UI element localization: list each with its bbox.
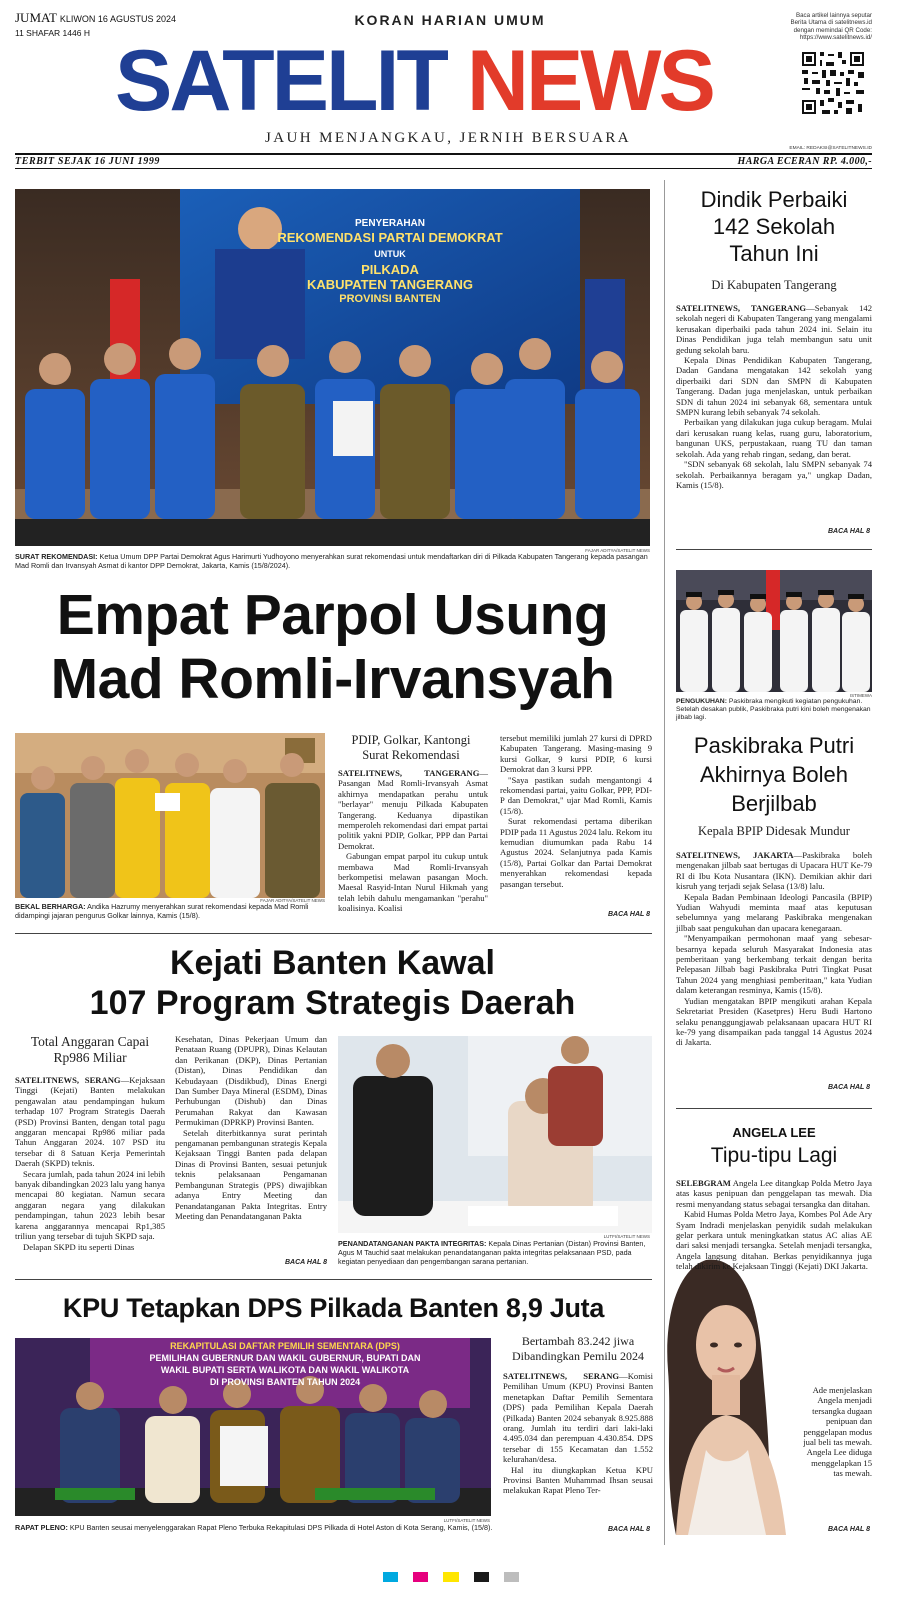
- section-divider: [676, 549, 872, 550]
- banner-line: REKOMENDASI PARTAI DEMOKRAT: [277, 230, 503, 245]
- masthead-day: [15, 10, 176, 26]
- caption-text: Kepala Dinas Pertanian (Distan) Provinsi Banten, Agus M Tauchid saat melakukan penandatanganan pakta integritas pelaksanaan PSD, pada kegiatan penyediaan dan pengembangan sarana pertanian.: [338, 1239, 646, 1266]
- lead-subhead: [336, 733, 486, 763]
- caption-label: PENGUKUHAN:: [676, 698, 727, 705]
- kpu-photo-credit: LUTFI/SATELIT NEWS: [443, 1518, 490, 1523]
- caption-label: BEKAL BERHARGA:: [15, 902, 86, 911]
- paskibraka-subhead: Kepala BPIP Didesak Mundur: [698, 824, 850, 838]
- kejati-headline-line: Kejati Banten Kawal: [170, 944, 495, 982]
- masthead-rule-bottom: [15, 168, 872, 169]
- qr-note-text: Baca artikel lainnya seputar Berita Utama di satelitnews.id dengan memindai QR Code:: [790, 12, 872, 34]
- article-paragraph: Surat rekomendasi pertama diberikan PDIP pada 11 Agustus 2024 lalu. Rekom itu kemudian diumumkan pada Rabu 14 Agustus 2024. Selanjutnya pada Kamis (15/8), Partai Golkar dan Partai Demokrat menyerahkan rekomendasi kepada pasangan tersebut.: [500, 816, 652, 889]
- kejati-photo-credit: LUTFI/SATELIT NEWS: [603, 1234, 650, 1239]
- lead-photo-credit: FAJAR ADITYA/SATELIT NEWS: [585, 548, 650, 553]
- article-paragraph: [676, 1209, 872, 1271]
- kejati-photo[interactable]: [338, 1036, 652, 1233]
- caption-label: SURAT REKOMENDASI:: [15, 552, 98, 561]
- lead-column-2: [500, 733, 652, 889]
- paskibraka-photo-caption: [676, 698, 872, 723]
- article-text: Kabid Humas Polda Metro Jaya, Kombes Pol Ade Ary Syam Indradi menjelaskan penyidik sudah melakukan gelar perkara untuk meningkatkan status AC alias AE dari saksi menjadi tersangka. Setelah menjadi tersangka, Angela langsung ditahan. Berkas penyidikannya juga telah dikirim ke Kejaksaan Tinggi (Kejati) DKI Jakarta.: [676, 1209, 872, 1272]
- section-divider: [15, 933, 652, 934]
- golkar-photo-caption: [15, 903, 325, 921]
- kejati-subhead: [15, 1034, 165, 1066]
- logo-word-news: NEWS: [466, 33, 713, 129]
- kpu-photo-banner: [100, 1340, 470, 1388]
- article-paragraph: Ade menjelaskan Angela menjadi tersangka dugaan penipuan dan penggelapan modus jual beli tas mewah. Angela Lee diduga menggelapkan 15 tas mewah.: [803, 1385, 872, 1479]
- kejati-column-1: [15, 1075, 165, 1252]
- paskibraka-photo-credit: ISTIMEWA: [849, 693, 872, 698]
- caption-text: Ketua Umum DPP Partai Demokrat Agus Harimurti Yudhoyono menyerahkan surat rekomendasi untuk mendaftarkan diri di Pilkada Kabupaten Tangerang kepada pasangan Mad Romli dan Irvansyah Asmat di kantor DPP Demokrat, Jakarta, Kamis (15/8/2024).: [15, 552, 648, 570]
- color-swatch: [443, 1572, 458, 1582]
- kpu-column: [503, 1371, 653, 1496]
- dateline: SATELITNEWS, SERANG: [15, 1075, 121, 1085]
- color-swatch: [413, 1572, 428, 1582]
- kicker: KORAN HARIAN UMUM: [354, 12, 546, 28]
- article-paragraph: Setelah diterbitkannya surat perintah pengamanan pembangunan strategis Kepala Kejaksaan Tinggi Banten pada delapan Dinas di Provinsi Banten, sesuai petunjuk teknis pelaksanaan Pengamanan Pembangunan Strategis (PPS) diwajibkan adanya Entry Meeting dan Penandatanganan Pakta Integritas. Entry Meeting dan Penandatanganan Pakta: [175, 1127, 327, 1221]
- paskibraka-photo[interactable]: [676, 570, 872, 692]
- article-paragraph: Kesehatan, Dinas Pekerjaan Umum dan Penataan Ruang (DPUPR), Dinas Kelautan dan Perikanan (DKP), Dinas Pertanian (Distan), Dinas Pendidikan dan Kebudayaan (Disdikbud), Dinas Energi Dan Sumber Daya Mineral (ESDM), Dinas Perhubungan (Dishub) dan Dinas Perumahan Rakyat dan Kawasan Permukiman (DPRKP) Provinsi Banten.: [175, 1034, 327, 1128]
- kejati-headline-line: 107 Program Strategis Daerah: [89, 984, 576, 1022]
- lead-headline: [15, 583, 650, 711]
- lead-column-1: [338, 768, 488, 914]
- dateline: SATELITNEWS, JAKARTA: [676, 850, 794, 860]
- article-paragraph: Hal itu diungkapkan Ketua KPU Provinsi Banten Muhammad Ihsan seusai melakukan Rapat Pleno Ter-: [503, 1464, 653, 1496]
- article-text: Angela Lee ditangkap Polda Metro Jaya atas kasus penipuan dan penggelapan tas mewah. Dia resmi menyandang status sebagai tersangka dan ditahan.: [676, 1178, 872, 1209]
- dateline: SATELITNEWS, TANGERANG: [676, 303, 807, 313]
- article-paragraph: "Menyampaikan permohonan maaf yang sebesar-besarnya kepada seluruh Masyarakat Indonesia atas pemberitaan yang berkembang terkait dengan berita Pelepasan Jilbab bagi Paskibraka Putri Tingkat Pusat Tahun 2024 yang menghiasi pemberitaan," kata Yudian dalam keterangan resminya, Kamis (15/8).: [676, 933, 872, 996]
- lead-subhead-line: Surat Rekomendasi: [362, 748, 460, 762]
- color-swatch: [383, 1572, 398, 1582]
- banner-line: DI PROVINSI BANTEN TAHUN 2024: [209, 1377, 361, 1387]
- lead-photo[interactable]: [15, 189, 650, 546]
- paskibraka-headline: [676, 731, 872, 818]
- price-label: HARGA ECERAN RP. 4.000,-: [737, 156, 872, 167]
- color-swatch: [428, 1572, 443, 1582]
- kpu-subhead-line: Bertambah 83.242 jiwa: [521, 1334, 635, 1348]
- banner-line: KABUPATEN TANGERANG: [306, 277, 474, 292]
- dateline: SATELITNEWS, TANGERANG: [338, 768, 480, 778]
- kejati-column-2: [175, 1034, 327, 1221]
- article-paragraph: Gabungan empat parpol itu cukup untuk membawa Mad Romli-Irvansyah berkompetisi melawan pasangan Moch. Maesal Rasyid-Intan Nurul Hikmah yang telah lebih dahulu mengamankan "perahu" koalisinya. Koalisi: [338, 851, 488, 914]
- color-registration-bar: [383, 1572, 519, 1582]
- golkar-photo-credit: FAJAR ADITYA/SATELIT NEWS: [260, 898, 325, 903]
- color-swatch: [474, 1572, 489, 1582]
- article-text: —Paskibraka boleh mengenakan jilbab saat bertugas di Upacara HUT Ke-79 RI di Ibu Kota Nusantara (IKN). Demikian akhir dari kisruh yang terjadi sejak Selasa (13/8) lalu.: [676, 850, 872, 892]
- section-divider: [15, 1279, 652, 1280]
- angela-kicker: ANGELA LEE: [732, 1125, 816, 1140]
- angela-photo[interactable]: [656, 1250, 796, 1535]
- banner-line: PENYERAHAN: [354, 218, 425, 229]
- article-paragraph: Perbaikan yang dilakukan juga cukup beragam. Mulai dari kerusakan ruang kelas, ruang guru, laboratorium, bangunan UKS, perpustakaan, ruang TU dan taman sekolah. Ada yang rehab ringan, sedang, dan berat.: [676, 417, 872, 459]
- lead-baca-link[interactable]: BACA HAL 8: [607, 911, 650, 918]
- kejati-subhead-line: Total Anggaran Capai: [30, 1034, 150, 1049]
- color-swatch: [398, 1572, 413, 1582]
- angela-headline: Tipu-tipu Lagi: [710, 1144, 838, 1167]
- article-text: —Komisi Pemilihan Umum (KPU) Provinsi Banten menetapkan Daftar Pemilih Sementara (DPS) pada Pemilihan Kepala Daerah (Pilkada) Banten 2024 sebanyak 8.925.888 orang. Jumlah itu terdiri dari laki-laki 4.495.034 dan perempuan 4.430.854. DPS tersebar di 155 Kecamatan dan 1.552 kelurahan/desa.: [503, 1371, 653, 1465]
- article-paragraph: Kepala Dinas Pendidikan Kabupaten Tangerang, Dadan Gandana mengatakan 142 sekolah yang diperbaiki dari SDN dan SMPN di Kabupaten Tangerang. Dadan juga menjelaskan, untuk perbaikan SDN di tahun 2024 ini sebanyak 68, sementara untuk SMPN kurang lebih sebanyak 74 sekolah.: [676, 355, 872, 418]
- article-paragraph: Secara jumlah, pada tahun 2024 ini lebih banyak dibandingkan 2023 lalu yang hanya mencapai 80 kegiatan. Namun secara anggaran negara yang dilakukan pendampingan, tahun 2023 lebih besar karena anggarannya mencapai Rp1,385 triliun yang tersebar di tujuh SKPD saja.: [15, 1168, 165, 1242]
- angela-column-narrow: [800, 1385, 872, 1479]
- logo: [115, 32, 785, 130]
- banner-line: UNTUK: [374, 249, 406, 259]
- qr-code-icon[interactable]: [800, 50, 866, 116]
- article-text: —Sebanyak 142 sekolah negeri di Kabupaten Tangerang yang mengalami kerusakan diperbaiki pada tahun 2024 ini. Selain itu Dinas Pendidikan juga telah membangun satu unit gedung sekolah baru.: [676, 303, 872, 355]
- kejati-photo-caption: [338, 1240, 652, 1266]
- since-label: TERBIT SEJAK 16 JUNI 1999: [15, 156, 161, 167]
- lead-headline-line: Empat Parpol Usung: [56, 583, 609, 647]
- kejati-headline: [15, 943, 650, 1023]
- lead-photo-caption: [15, 553, 650, 571]
- kpu-baca-link[interactable]: BACA HAL 8: [607, 1526, 650, 1533]
- paskibraka-headline-line: Paskibraka Putri: [693, 733, 855, 758]
- dateline: SELEBGRAM: [676, 1178, 731, 1188]
- banner-line: REKAPITULASI DAFTAR PEMILIH SEMENTARA (DPS): [170, 1341, 400, 1351]
- article-paragraph: tersebut memiliki jumlah 27 kursi di DPRD Kabupaten Tangerang. Masing-masing 9 kursi Golkar, 9 kursi PDIP, 6 kursi Demokrat dan 3 kursi PPP.: [500, 733, 652, 775]
- dateline: SATELITNEWS, SERANG: [503, 1371, 620, 1381]
- dindik-column: [676, 303, 872, 490]
- kpu-photo-caption: [15, 1524, 495, 1533]
- article-paragraph: Yudian mengatakan BPIP mengikuti arahan Kepala Sekretariat Presiden (Kasetpres) Heru Budi Hartono selaku penanggungjawab pelaksanaan upacara HUT RI ke-79 yang disampaikan pada tanggal 14 Agustus 2024 di Jakarta.: [676, 995, 872, 1048]
- banner-line: PEMILIHAN GUBERNUR DAN WAKIL GUBERNUR, BUPATI DAN: [149, 1353, 421, 1363]
- masthead-rule-top: [15, 153, 872, 155]
- article-text: —Pasangan Mad Romli-Irvansyah Asmat akhirnya mendapatkan perahu untuk "berlayar" menuju Pilkada Kabupaten Tangerang. Keduanya dipastikan memperoleh rekomendasi dari empat partai politik yakni PDIP, Golkar, PPP dan Partai Demokrat.: [338, 768, 488, 851]
- dindik-baca-link[interactable]: BACA HAL 8: [827, 528, 870, 535]
- article-paragraph: Kepala Badan Pembinaan Ideologi Pancasila (BPIP) Yudian Wahyudi meminta maaf atas keputusan sebelumnya yang melarang Paskibraka mengenakan jilbab saat pengukuhan dan upacara kenegaraan.: [676, 891, 872, 933]
- lead-headline-line: Mad Romli-Irvansyah: [50, 647, 615, 711]
- hijri-date: 11 SHAFAR 1446 H: [15, 28, 90, 38]
- logo-word-satelit: SATELIT: [115, 33, 446, 129]
- paskibraka-baca-link[interactable]: BACA HAL 8: [827, 1084, 870, 1091]
- caption-label: PENANDATANGANAN PAKTA INTEGRITAS:: [338, 1239, 487, 1248]
- angela-column: [676, 1178, 872, 1272]
- banner-line: PILKADA: [361, 262, 419, 277]
- angela-baca-link[interactable]: BACA HAL 8: [827, 1526, 870, 1533]
- lead-subhead-line: PDIP, Golkar, Kantongi: [351, 733, 471, 747]
- kpu-subhead-line: Dibandingkan Pemilu 2024: [512, 1349, 644, 1363]
- kpu-subhead: [503, 1334, 653, 1364]
- email[interactable]: EMAIL: REDAKSI@SATELITNEWS.ID: [789, 146, 872, 151]
- color-swatch: [459, 1572, 474, 1582]
- article-text: —Kejaksaan Tinggi (Kejati) Banten melakukan pengawalan atau pendampingan hukum terhadap 107 Program Strategis Daerah (PSD) Provinsi Banten, dengan total pagu anggaran mencapai Rp986 miliar pada Tahun Anggaran 2024. 107 PSD itu tersebar di 8 Satuan Kerja Pemerintah Daerah (SKPD) teknis.: [15, 1075, 165, 1169]
- dindik-headline-line: 142 Sekolah: [712, 214, 836, 239]
- kejati-baca-link[interactable]: BACA HAL 8: [284, 1259, 327, 1266]
- kpu-headline: KPU Tetapkan DPS Pilkada Banten 8,9 Juta: [62, 1293, 605, 1323]
- pasaran-date: KLIWON 16 AGUSTUS 2024: [59, 14, 176, 24]
- section-divider: [676, 1108, 872, 1109]
- golkar-photo[interactable]: [15, 733, 325, 898]
- lead-photo-banner: [215, 217, 565, 306]
- article-paragraph: "SDN sebanyak 68 sekolah, lalu SMPN sebanyak 74 sekolah. Perbaikannya beragam ya," ungkap Dadan, Kamis (15/8).: [676, 459, 872, 490]
- caption-label: RAPAT PLENO:: [15, 1523, 68, 1532]
- tagline: JAUH MENJANGKAU, JERNIH BERSUARA: [265, 130, 631, 146]
- paskibraka-headline-line: Akhirnya Boleh: [700, 762, 848, 787]
- dindik-headline-line: Tahun Ini: [729, 241, 819, 266]
- article-paragraph: "Saya pastikan sudah mengantongi 4 rekomendasi partai, yaitu Golkar, PPP, PDI-P dan Demokrat," ujar Mad Romli, Kamis (15/8).: [500, 774, 652, 816]
- caption-text: KPU Banten seusai menyelenggarakan Rapat Pleno Terbuka Rekapitulasi DPS Pilkada di Hotel Aston di Kota Serang, Kamis, (15/8).: [67, 1523, 493, 1532]
- banner-line: PROVINSI BANTEN: [339, 293, 441, 305]
- kejati-subhead-line: Rp986 Miliar: [53, 1050, 127, 1065]
- paskibraka-headline-line: Berjilbab: [731, 791, 817, 816]
- qr-url[interactable]: https://www.satelitnews.id/: [799, 34, 872, 42]
- banner-line: WAKIL BUPATI SERTA WALIKOTA DAN WAKIL WALIKOTA: [160, 1365, 410, 1375]
- dindik-headline: [676, 186, 872, 267]
- kpu-photo[interactable]: [15, 1338, 491, 1516]
- dindik-subhead: Di Kabupaten Tangerang: [711, 278, 837, 292]
- caption-text: Andika Hazrumy menyerahkan surat rekomendasi kepada Mad Romli didampingi jajaran pengurus Golkar lainnya, Kamis (15/8).: [15, 902, 309, 920]
- article-paragraph: Delapan SKPD itu seperti Dinas: [23, 1241, 135, 1252]
- day-name: JUMAT: [15, 10, 57, 25]
- dindik-headline-line: Dindik Perbaiki: [700, 187, 848, 212]
- paskibraka-column: [676, 850, 872, 1048]
- color-swatch: [489, 1572, 504, 1582]
- qr-note: [788, 12, 872, 42]
- color-swatch: [504, 1572, 519, 1582]
- caption-text: Paskibraka mengikuti kegiatan pengukuhan. Setelah desakan publik, Paskibraka putri kini boleh mengenakan jilbab lagi.: [676, 698, 871, 722]
